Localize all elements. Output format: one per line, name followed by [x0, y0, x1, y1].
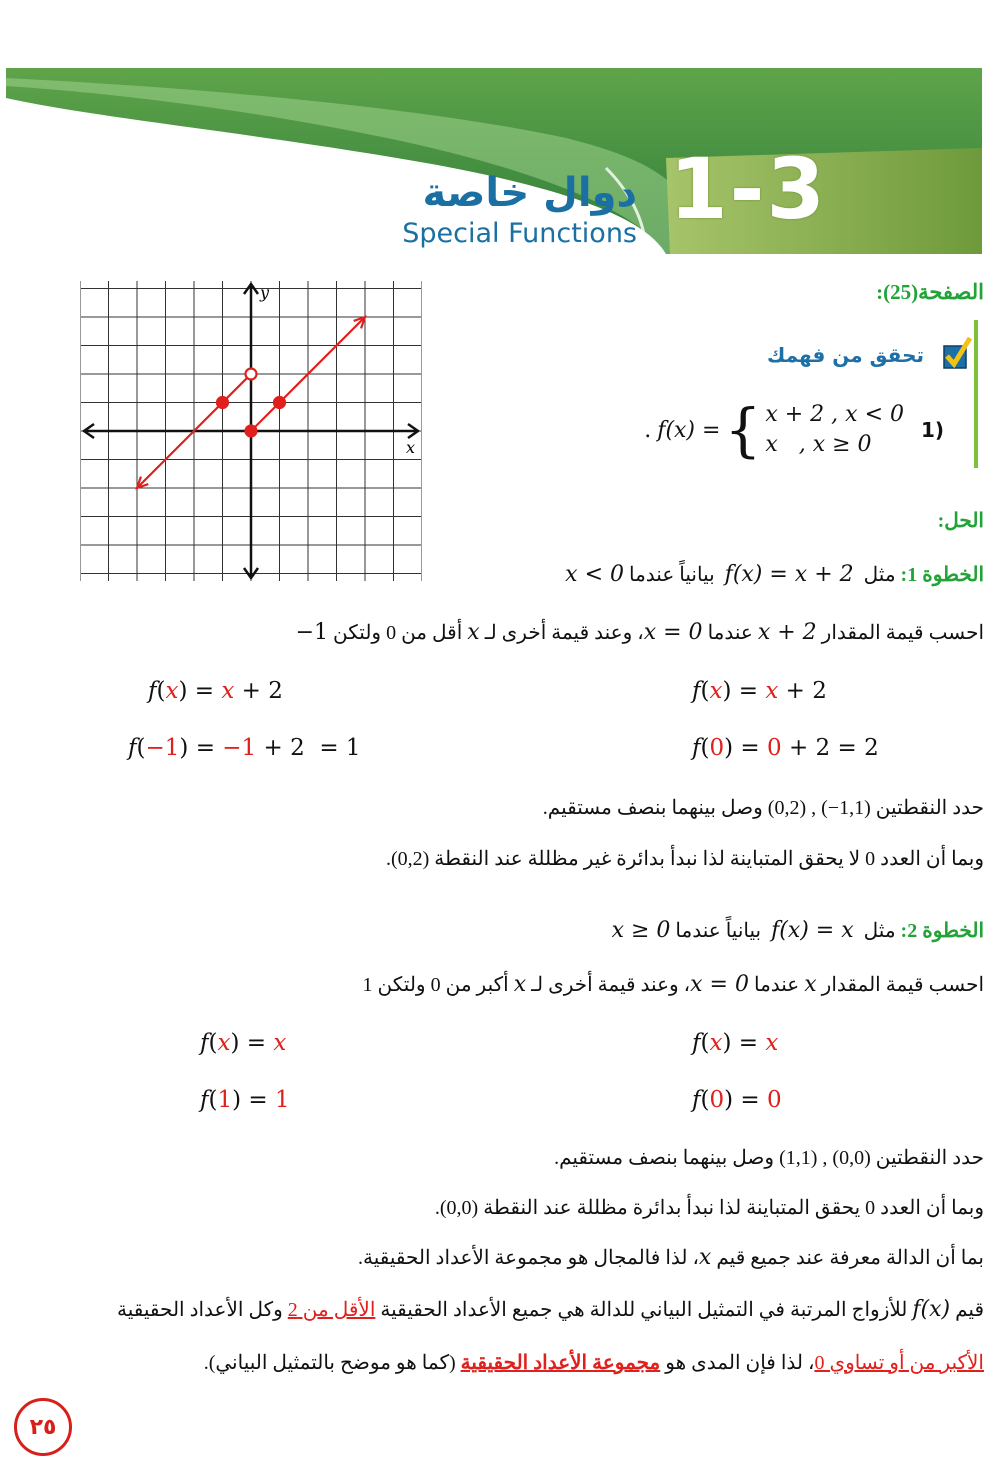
domain-b: ، لذا فالمجال هو مجموعة الأعداد الحقيقية.: [357, 1247, 699, 1269]
piecewise-definition: . f(x) = { x + 2 , x < 0 x , x ≥ 0: [644, 396, 904, 464]
step1-text-a: مثل: [863, 564, 896, 586]
step1-eq-left-2: f(−1) = −1 + 2 = 1: [128, 735, 361, 761]
range-statement-1: [117, 1297, 984, 1322]
y-axis-label: y: [260, 283, 270, 302]
case-2: x , x ≥ 0: [765, 432, 872, 457]
case-1: x + 2 , x < 0: [765, 402, 904, 427]
step2-eq-left-2: f(1) = 1: [200, 1087, 290, 1113]
step2-line2-d: أكبر من 0 ولتكن 1: [362, 974, 509, 996]
step2-line2-cond: x = 0: [690, 972, 749, 997]
step2-points: حدد النقطتين (0,0) , (1,1) وصل بينهما بنصف مستقيم.: [554, 1147, 984, 1169]
open-point: [246, 369, 257, 380]
piecewise-graph: [80, 280, 422, 582]
step2-text-b: بيانياً عندما: [675, 920, 762, 942]
page-reference: الصفحة(25):: [876, 280, 984, 304]
step2-line2-expr: x: [804, 972, 817, 997]
closed-point: [246, 426, 257, 437]
range1-red: الأقل من 2: [287, 1299, 376, 1321]
range2-b: ، لذا فإن المدى هو: [665, 1352, 815, 1374]
step1-points: حدد النقطتين (1,1−) , (0,2) وصل بينهما بنصف مستقيم.: [542, 797, 984, 819]
step1-line2-expr: x + 2: [757, 620, 817, 645]
range-statement-2: [204, 1350, 984, 1375]
step1-label: الخطوة 1:: [900, 564, 984, 586]
domain-a: بما أن الدالة معرفة عند جميع قيم: [716, 1247, 984, 1269]
step1-instructions: [296, 620, 984, 645]
step2-line2-a: احسب قيمة المقدار: [821, 974, 984, 996]
step1-cond: x < 0: [565, 562, 624, 587]
domain-var: x: [698, 1245, 712, 1270]
range1-c: وكل الأعداد الحقيقية: [117, 1299, 283, 1321]
step1-text-b: بيانياً عندما: [629, 564, 715, 586]
range2-c: (كما هو موضح بالتمثيل البياني).: [203, 1352, 456, 1374]
closed-point: [274, 397, 285, 408]
step1-line2-a: احسب قيمة المقدار: [821, 622, 984, 644]
page-number: ٢٥: [14, 1398, 72, 1456]
closed-point: [217, 397, 228, 408]
function-lhs: f(x) =: [657, 417, 721, 443]
step1-eq-right-2: f(0) = 0 + 2 = 2: [692, 735, 879, 761]
range2-red: الأكبر من أو تساوي 0: [814, 1352, 984, 1374]
range2-red2: مجموعة الأعداد الحقيقية: [460, 1352, 661, 1374]
step2-text-a: مثل: [863, 920, 896, 942]
step2-circle: وبما أن العدد 0 يحقق المتباينة لذا نبدأ بدائرة مظللة عند النقطة (0,0).: [434, 1197, 984, 1219]
step1-line2-cond: x = 0: [643, 620, 703, 645]
step2-line2-c: ، وعند قيمة أخرى لـ: [531, 974, 691, 996]
solution-label: الحل:: [937, 510, 984, 532]
step1-line2-d: أقل من 0 ولتكن: [333, 622, 463, 644]
check-understanding-marker: [930, 320, 980, 468]
step1-line2-val: −1: [295, 620, 329, 645]
x-axis-label: x: [406, 438, 416, 457]
step2-eq-right-1: f(x) = x: [692, 1030, 779, 1056]
step1-eq-right-1: f(x) = x + 2: [692, 678, 827, 704]
step1-func: f(x) = x + 2: [724, 562, 854, 587]
domain-statement: [358, 1245, 984, 1270]
step2-func: f(x) = x: [771, 918, 854, 943]
step1-line2-var: x: [467, 620, 480, 645]
step2-heading: [612, 918, 984, 943]
lesson-title-ar: دوال خاصة: [422, 170, 637, 216]
lesson-number: 1-3: [669, 140, 827, 238]
step2-cond: x ≥ 0: [611, 918, 671, 943]
step1-eq-left-1: f(x) = x + 2: [148, 678, 283, 704]
step2-line2-b: عندما: [753, 974, 800, 996]
step2-label: الخطوة 2:: [900, 920, 984, 942]
step1-line2-c: ، وعند قيمة أخرى لـ: [484, 622, 644, 644]
step2-eq-right-2: f(0) = 0: [692, 1087, 782, 1113]
step1-line2-b: عندما: [707, 622, 753, 644]
step2-line2-var: x: [513, 972, 527, 997]
range1-func: f(x): [912, 1297, 951, 1322]
step2-eq-left-1: f(x) = x: [200, 1030, 287, 1056]
range1-a: قيم: [955, 1299, 984, 1321]
step2-instructions: [363, 972, 984, 997]
check-understanding-title: تحقق من فهمك: [767, 343, 924, 367]
step1-circle: وبما أن العدد 0 لا يحقق المتباينة لذا نبدأ بدائرة غير مظللة عند النقطة (0,2).: [385, 848, 984, 870]
exercise-number: 1): [920, 418, 944, 442]
step1-heading: [565, 562, 984, 587]
range1-b: للأزواج المرتبة في التمثيل البياني للدالة هي جميع الأعداد الحقيقية: [380, 1299, 908, 1321]
lesson-title-en: Special Functions: [402, 218, 637, 249]
